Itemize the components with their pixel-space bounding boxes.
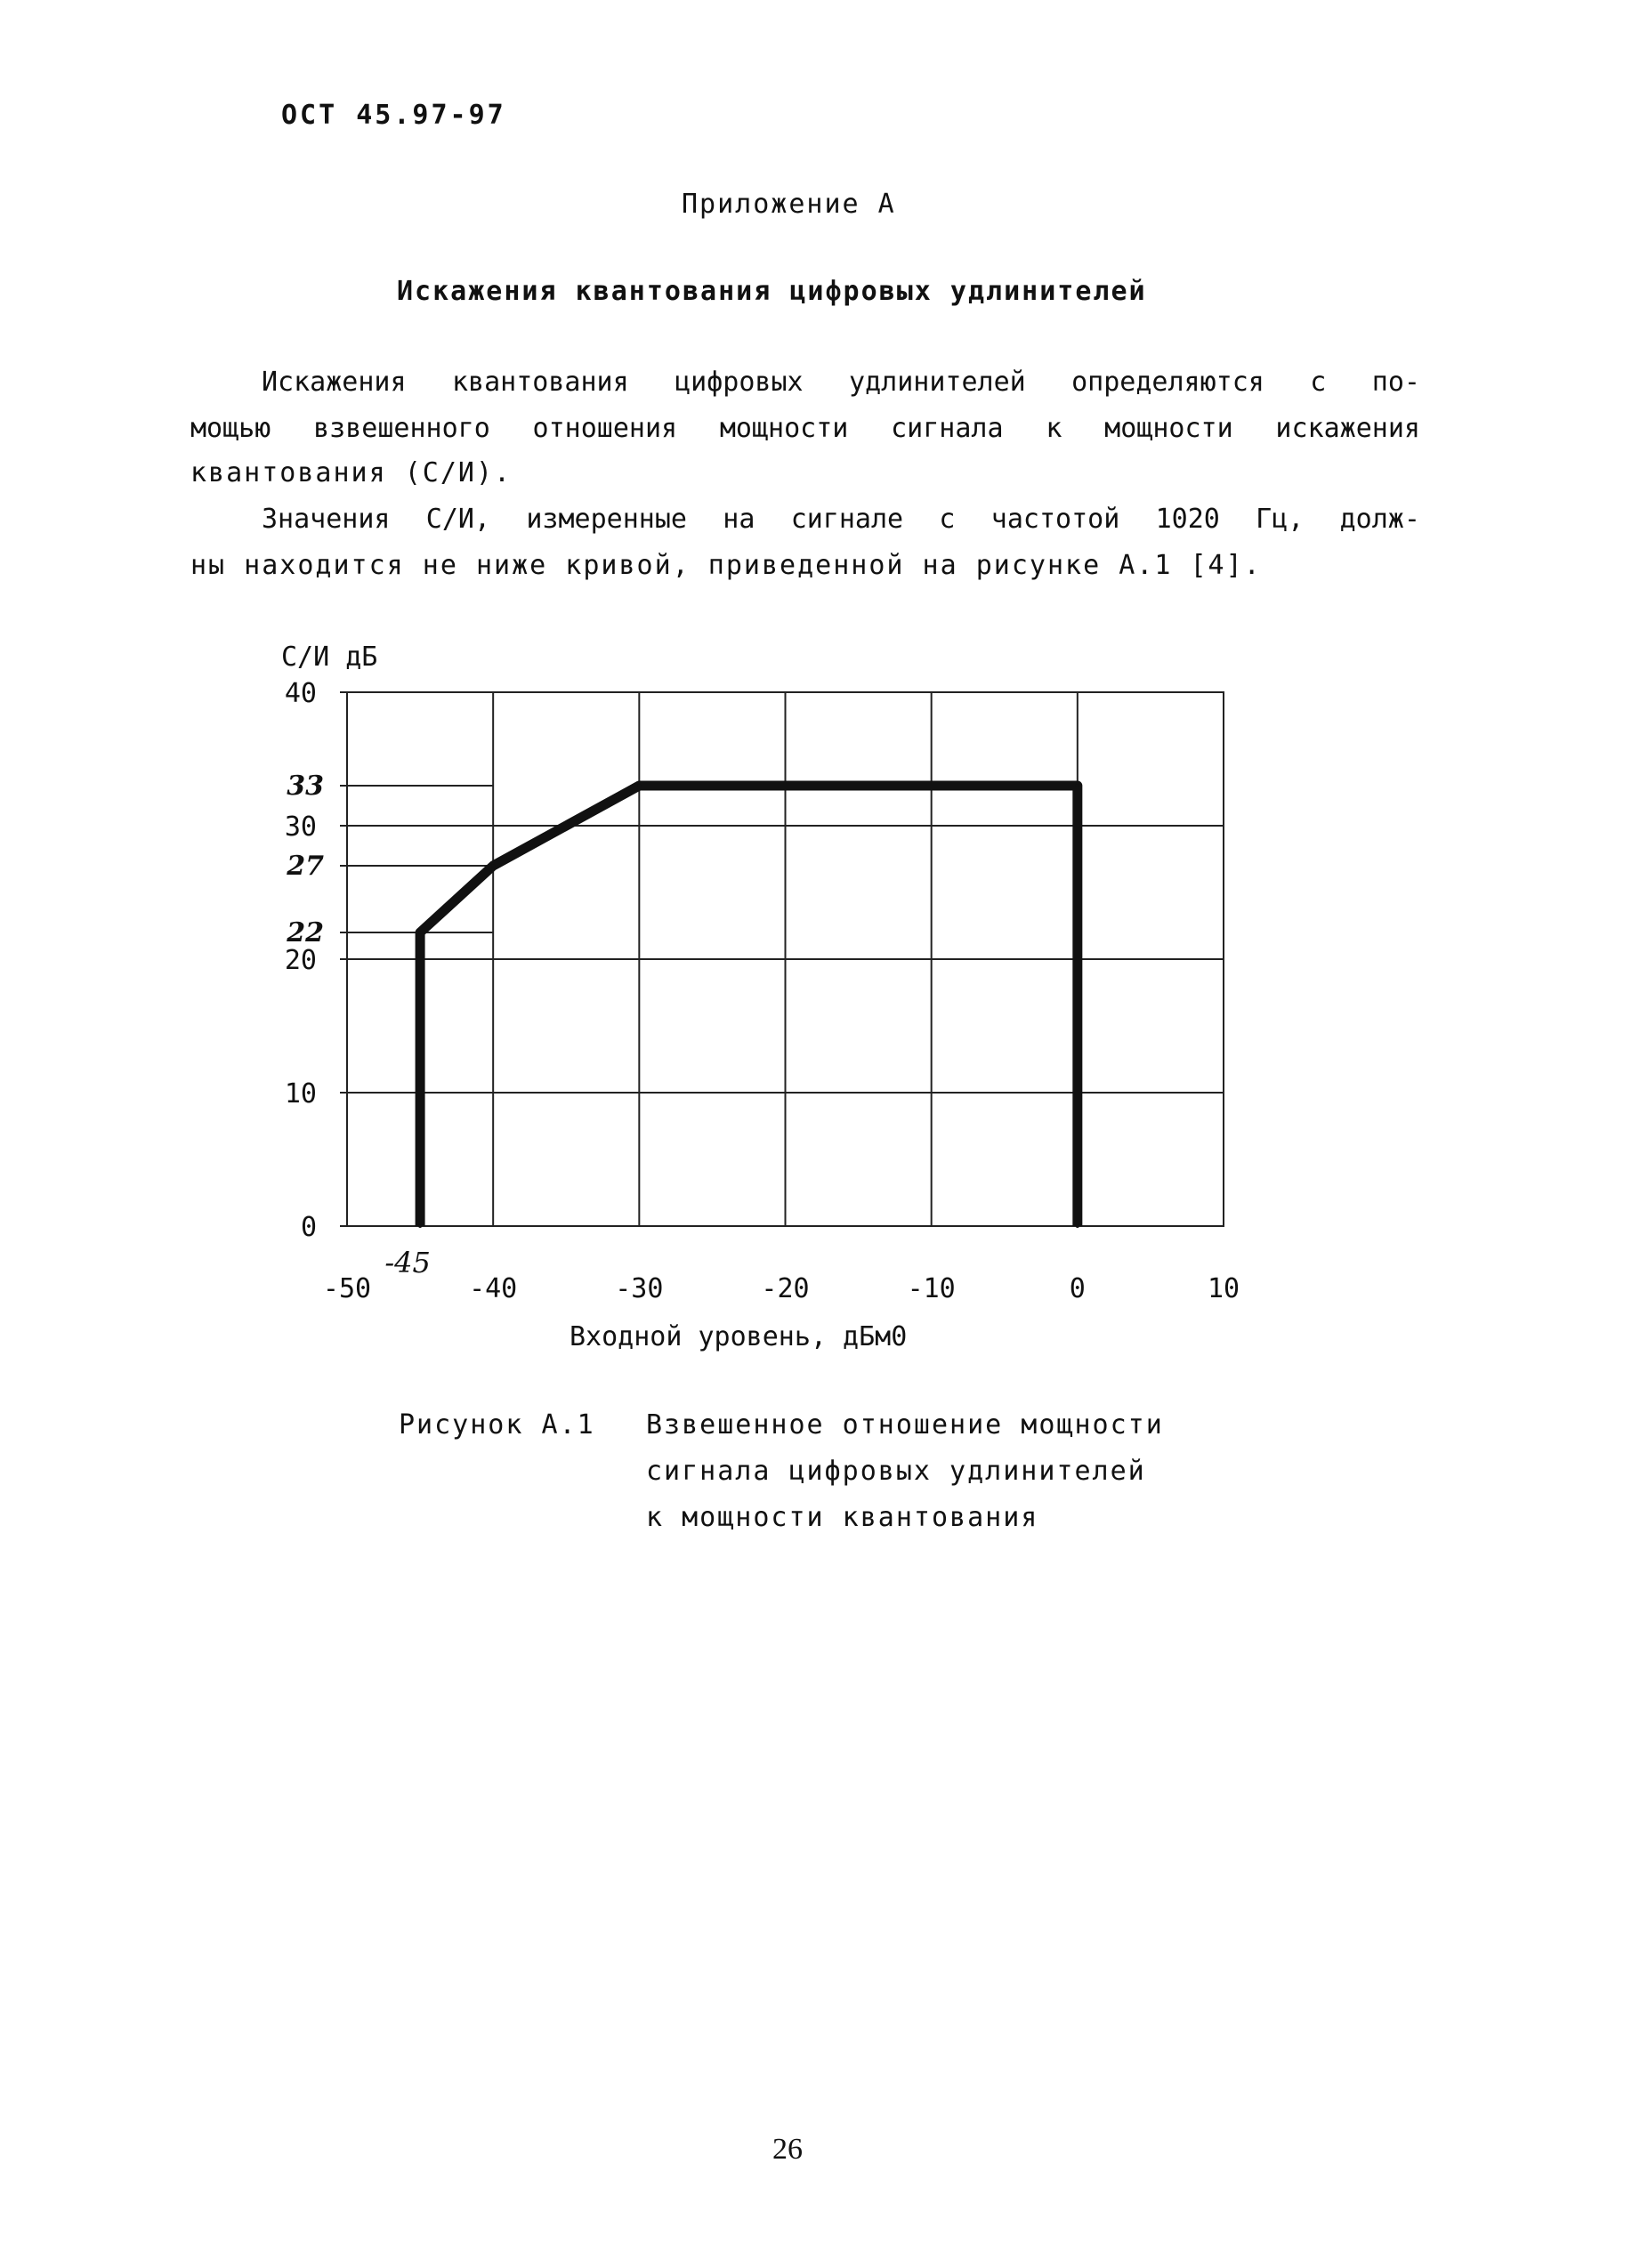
word: частотой (990, 504, 1120, 535)
series-line (420, 786, 1078, 1226)
series-point (637, 784, 641, 787)
series-point (1076, 1224, 1079, 1228)
y-extra-label: 33 (287, 771, 324, 802)
figure-label: Рисунок А.1 (399, 1409, 595, 1441)
word: с (1310, 367, 1327, 398)
word: измеренные (526, 504, 687, 535)
x-tick-label: -50 (322, 1273, 372, 1304)
chart-marks (418, 784, 1079, 1228)
y-extra-label: 27 (287, 851, 324, 882)
y-tick-label: 10 (284, 1078, 317, 1110)
x-tick-label: 0 (1069, 1273, 1086, 1304)
x-tick-label: -10 (907, 1273, 956, 1304)
word: долж- (1339, 504, 1420, 535)
figure-caption-line-2: сигнала цифровых удлинителей (646, 1456, 1146, 1487)
figure-caption-line-1: Взвешенное отношение мощности (646, 1409, 1164, 1441)
word: искажения (1275, 413, 1420, 444)
word: удлинителей (849, 367, 1026, 398)
section-title: Искажения квантования цифровых удлинителей (397, 276, 1147, 307)
word: сигнала (891, 413, 1004, 444)
word: сигнале (790, 504, 904, 535)
word: на (723, 504, 755, 535)
y-tick-label: 40 (284, 678, 317, 709)
page-number: 26 (772, 2133, 803, 2166)
word: Искажения (262, 367, 407, 398)
x-tick-label: 10 (1207, 1273, 1240, 1304)
document-code: ОСТ 45.97-97 (281, 100, 506, 131)
word: 1020 (1155, 504, 1220, 535)
x-tick-label: -20 (761, 1273, 810, 1304)
y-tick-label: 30 (284, 811, 317, 843)
series-point (491, 864, 495, 868)
x-axis-label: Входной уровень, дБм0 (570, 1321, 908, 1352)
y-tick-label: 0 (300, 1212, 317, 1243)
word: с (939, 504, 956, 535)
x-tick-label: -40 (469, 1273, 518, 1304)
x-tick-label: -30 (615, 1273, 664, 1304)
word: по- (1371, 367, 1420, 398)
word: к (1046, 413, 1062, 444)
paragraph-1-line-3: квантования (С/И). (190, 457, 513, 488)
y-tick-label: 20 (284, 945, 317, 976)
word: мощью (190, 413, 271, 444)
word: отношения (532, 413, 678, 444)
word: мощности (1104, 413, 1233, 444)
y-axis-label: С/И дБ (281, 642, 378, 673)
word: Гц, (1256, 504, 1305, 535)
appendix-title: Приложение А (682, 189, 896, 220)
x-extra-label: -45 (384, 1246, 431, 1279)
word: Значения (262, 504, 391, 535)
word: квантования (451, 367, 629, 398)
word: цифровых (675, 367, 804, 398)
figure-caption-line-3: к мощности квантования (646, 1502, 1039, 1533)
series-point (418, 1224, 422, 1228)
y-extra-label: 22 (287, 917, 324, 948)
series-point (418, 931, 422, 934)
word: мощности (719, 413, 849, 444)
paragraph-2-line-2: ны находится не ниже кривой, приведенной на рисунке А.1 [4]. (190, 550, 1262, 581)
series-point (1076, 784, 1079, 787)
word: взвешенного (313, 413, 490, 444)
word: С/И, (425, 504, 491, 535)
chart-grid (340, 692, 1224, 1226)
word: определяются (1071, 367, 1264, 398)
